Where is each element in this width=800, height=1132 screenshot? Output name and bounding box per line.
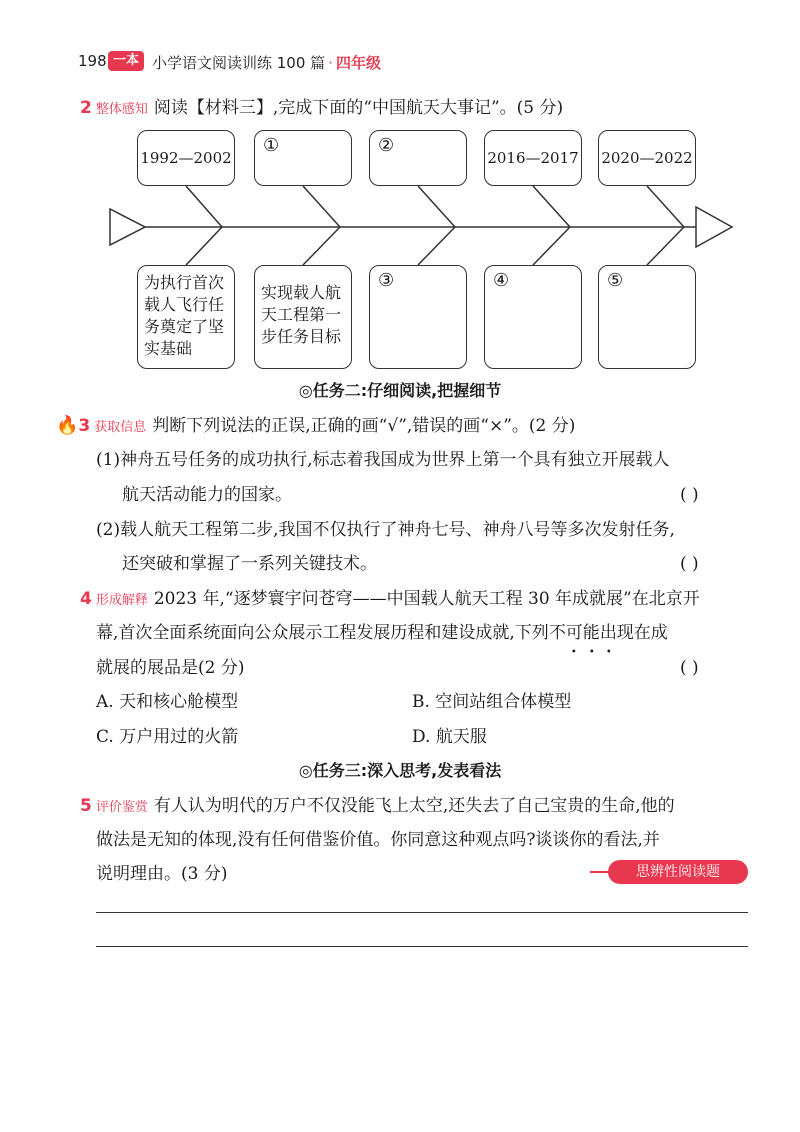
question-5-tag: 评价鉴赏 [95,800,148,815]
connector-top-3 [418,186,455,227]
question-5-line-2: 做法是无知的体现,没有任何借鉴价值。你同意这种观点吗?谈谈你的看法,并 [96,830,660,850]
question-3-item-2-line-2: 还突破和掌握了一系列关键技术。 [122,554,377,574]
question-3-number: 3 [78,416,91,436]
timeline-top-4-date: 2016—2017 [487,149,579,167]
connector-top-4 [533,186,570,227]
timeline-top-2-num: ① [263,135,280,156]
question-5-line-1: 有人认为明代的万户不仅没能飞上太空,还失去了自己宝贵的生命,他的 [153,796,675,816]
question-3-item-1-answer[interactable]: ( ) [680,485,699,505]
question-2-text: 阅读【材料三】,完成下面的“中国航天大事记”。(5 分) [153,98,564,118]
question-4-number: 4 [80,589,92,609]
question-4-line-1: 2023 年,“逐梦寰宇问苍穹——中国载人航天工程 30 年成就展”在北京开 [153,589,700,609]
question-2-number: 2 [80,98,92,118]
question-3-item-1-line-1: (1)神舟五号任务的成功执行,标志着我国成为世界上第一个具有独立开展载人 [96,450,670,470]
timeline-bottom-3-num: ③ [378,270,395,291]
question-4-line-2-c: 出现在成 [599,623,668,643]
question-4-line-3: 就展的展品是(2 分) [96,658,245,678]
timeline-bottom-5-num: ⑤ [607,270,624,291]
connector-bottom-2 [303,227,340,265]
option-d[interactable]: D. 航天服 [412,727,487,747]
grade-label: 四年级 [335,54,381,72]
question-2-tag: 整体感知 [95,102,148,117]
book-title: 小学语文阅读训练 100 篇 · 四年级 [152,54,381,72]
question-3-item-2-line-1: (2)载人航天工程第二步,我国不仅执行了神舟七号、神舟八号等多次发射任务, [96,520,675,540]
timeline-top-box-2[interactable] [254,130,352,186]
option-c[interactable]: C. 万户用过的火箭 [96,727,239,747]
question-3 [56,414,575,440]
timeline-bottom-2-text: 实现载人航天工程第一步任务目标 [261,283,342,346]
timeline-bottom-box-3[interactable] [369,265,467,369]
question-4-tag: 形成解释 [95,593,148,608]
question-5-number: 5 [80,796,92,816]
connector-bottom-4 [533,227,570,265]
timeline-top-box-4 [484,130,582,186]
page-number: 198 [78,52,107,70]
question-4-line-2 [96,621,668,658]
question-4-answer[interactable]: ( ) [680,658,699,678]
question-3-text: 判断下列说法的正误,正确的画“√”,错误的画“×”。(2 分) [152,416,576,436]
timeline-top-box-3[interactable] [369,130,467,186]
question-4-emphasis-text: 不可能 [548,623,600,643]
timeline-bottom-box-5[interactable] [598,265,696,369]
connector-top-5 [647,186,684,227]
timeline-bottom-box-1 [137,265,235,369]
option-b[interactable]: B. 空间站组合体模型 [412,692,572,712]
timeline-bottom-box-4[interactable] [484,265,582,369]
timeline-top-3-num: ② [378,135,395,156]
question-3-tag: 获取信息 [94,420,147,435]
timeline-bottom-1-text: 为执行首次载人飞行任务奠定了坚实基础 [144,273,225,358]
question-5 [80,794,675,820]
connector-bottom-5 [647,227,684,265]
question-5-line-3: 说明理由。(3 分) [96,864,228,884]
timeline-end-arrow [696,207,732,247]
answer-line-1[interactable] [96,912,748,913]
question-3-item-2-answer[interactable]: ( ) [680,554,699,574]
question-4-line-2-a: 幕,首次全面系统面向公众展示工程发展历程和建设成就,下列 [96,623,549,643]
question-3-item-1-line-2: 航天活动能力的国家。 [122,485,292,505]
timeline-top-box-1 [137,130,235,186]
connector-top-2 [303,186,340,227]
flame-icon: 🔥 [56,415,79,436]
timeline-bottom-box-2 [254,265,352,369]
critical-reading-badge: 思辨性阅读题 [608,860,748,884]
task-3-heading: ◎任务三:深入思考,发表看法 [298,761,502,780]
question-4 [80,587,700,613]
book-logo: 一本 [108,51,144,71]
timeline-bottom-4-num: ④ [493,270,510,291]
timeline-top-1-date: 1992—2002 [140,149,232,167]
timeline-top-box-5 [598,130,696,186]
connector-bottom-3 [418,227,455,265]
option-a[interactable]: A. 天和核心舱模型 [96,692,239,712]
timeline-start-arrow [110,209,145,245]
connector-top-1 [186,186,222,227]
answer-line-2[interactable] [96,946,748,947]
connector-bottom-1 [186,227,222,265]
book-title-text: 小学语文阅读训练 100 篇 [152,54,326,72]
timeline-top-5-date: 2020—2022 [601,149,693,167]
question-4-emphasis: 不可能 • • • [548,623,612,658]
task-2-heading: ◎任务二:仔细阅读,把握细节 [298,381,502,400]
